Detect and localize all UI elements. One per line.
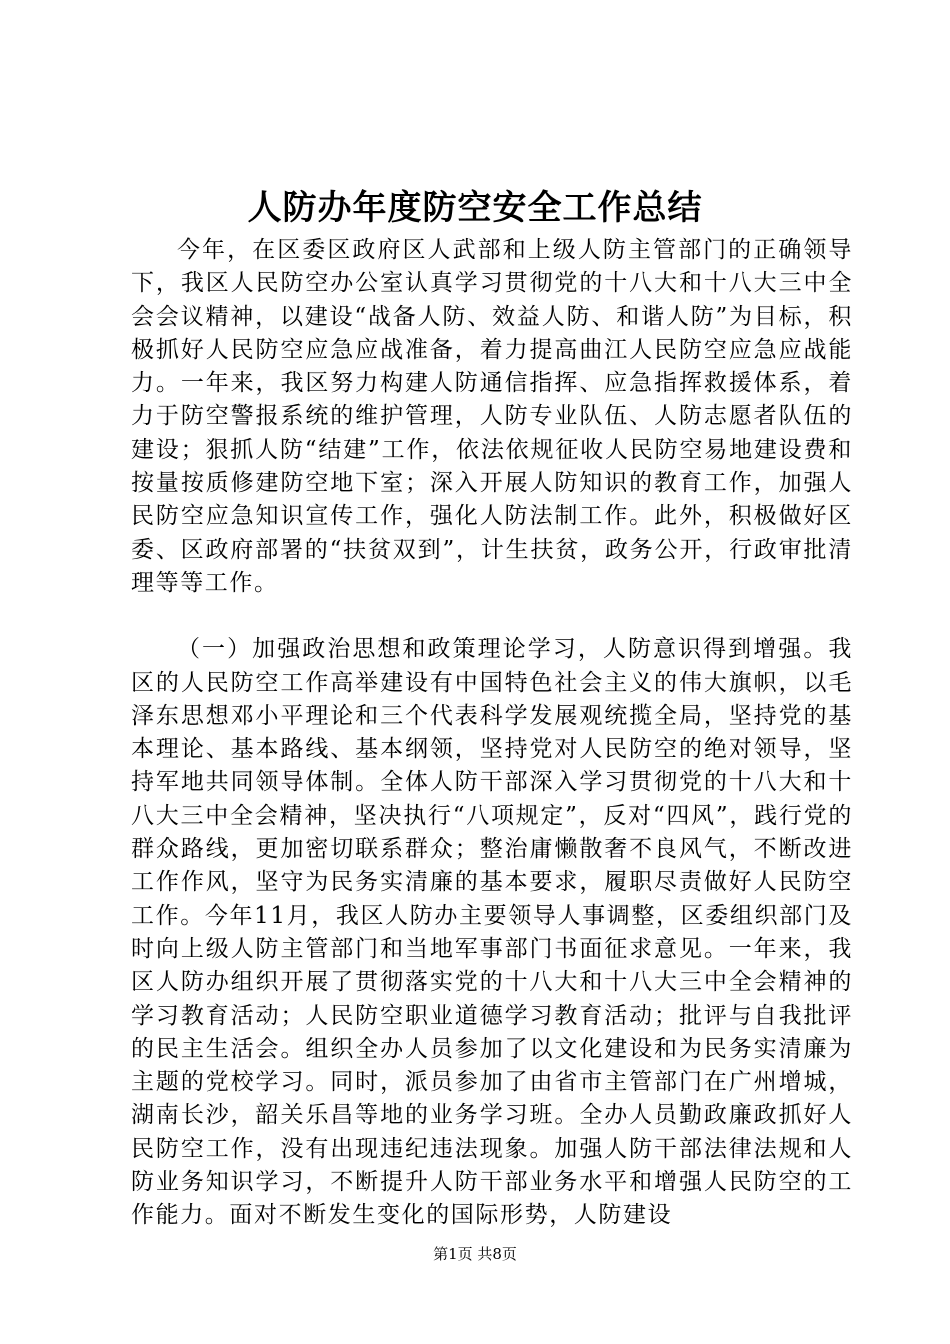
paragraph-section-1: （一）加强政治思想和政策理论学习，人防意识得到增强。我区的人民防空工作高举建设有中国特色社会主义的伟大旗帜，以毛泽东思想邓小平理论和三个代表科学发展观统揽全局，坚持党的基本理论、基本路线、基本纲领，坚持党对人民防空的绝对领导，坚持军地共同领导体制。全体人防干部深入学习贯彻党的十八大和十八大三中全会精神，坚决执行“八项规定”，反对“四风”，践行党的群众路线，更加密切联系群众；整治庸懒散奢不良风气，不断改进工作作风，坚守为民务实清廉的基本要求，履职尽责做好人民防空工作。今年11月，我区人防办主要领导人事调整，区委组织部门及时向上级人防主管部门和当地军事部门书面征求意见。一年来，我区人防办组织开展了贯彻落实党的十八大和十八大三中全会精神的学习教育活动；人民防空职业道德学习教育活动；批评与自我批评的民主生活会。组织全办人员参加了以文化建设和为民务实清廉为主题的党校学习。同时，派员参加了由省市主管部门在广州增城，湖南长沙，韶关乐昌等地的业务学习班。全办人员勤政廉政抓好人民防空工作，没有出现违纪违法现象。加强人防干部法律法规和人防业务知识学习，不断提升人防干部业务水平和增强人民防空的工作能力。面对不断发生变化的国际形势，人防建设 [131,636,853,1229]
document-title: 人防办年度防空安全工作总结 [247,188,703,228]
page-number-footer: 第1页 共8页 [433,1245,517,1263]
document-body [131,234,853,1233]
paragraph-intro: 今年，在区委区政府区人武部和上级人防主管部门的正确领导下，我区人民防空办公室认真学习贯彻党的十八大和十八大三中全会会议精神，以建设“战备人防、效益人防、和谐人防”为目标，积极抓好人民防空应急应战准备，着力提高曲江人民防空应急应战能力。一年来，我区努力构建人防通信指挥、应急指挥救援体系，着力于防空警报系统的维护管理，人防专业队伍、人防志愿者队伍的建设；狠抓人防“结建”工作，依法依规征收人民防空易地建设费和按量按质修建防空地下室；深入开展人防知识的教育工作，加强人民防空应急知识宣传工作，强化人防法制工作。此外，积极做好区委、区政府部署的“扶贫双到”，计生扶贫，政务公开，行政审批清理等等工作。 [131,237,853,596]
